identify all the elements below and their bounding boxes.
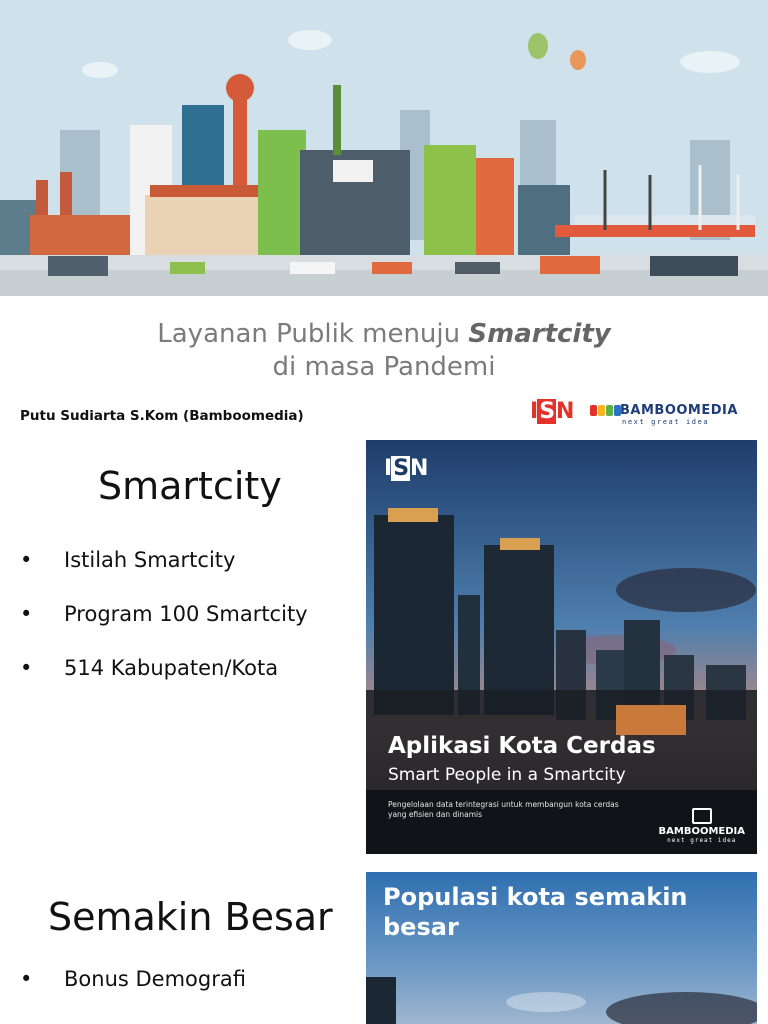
- smartcity-bullet-list: [20, 545, 308, 707]
- semakin-besar-bullet-list: [20, 964, 246, 1018]
- cover-bamboomedia-logo: BAMBOOMEDIA next great idea: [659, 808, 745, 844]
- cover-subtitle: Smart People in a Smartcity: [388, 765, 626, 785]
- cover2-title: Populasi kota semakin besar: [383, 883, 688, 941]
- section-title-smartcity: Smartcity: [98, 464, 282, 508]
- page-title: [0, 318, 768, 384]
- cover-description: Pengelolaan data terintegrasi untuk membangun kota cerdas yang efisien dan dinamis: [388, 800, 619, 819]
- list-item: • 514 Kabupaten/Kota: [20, 653, 308, 707]
- title-line-1: Layanan Publik menuju Smartcity: [157, 319, 611, 349]
- bamboomedia-squares-icon: [590, 405, 621, 416]
- list-item: • Program 100 Smartcity: [20, 599, 308, 653]
- bamboomedia-icon: [692, 808, 712, 824]
- list-item: • Bonus Demografi: [20, 964, 246, 1018]
- title-emphasis: Smartcity: [468, 319, 611, 349]
- list-item: • Istilah Smartcity: [20, 545, 308, 599]
- author-name: Putu Sudiarta S.Kom (Bamboomedia): [20, 408, 304, 424]
- cover-title: Aplikasi Kota Cerdas: [388, 733, 656, 759]
- title-line-2: di masa Pandemi: [272, 352, 496, 382]
- cover-isn-logo: ISN: [384, 456, 428, 481]
- section-title-semakin-besar: Semakin Besar: [48, 895, 333, 939]
- smartcity-banner-illustration: [0, 0, 768, 296]
- isn-logo: ISN: [530, 399, 574, 424]
- header-logos: ISN BAMBOOMEDIA next great idea: [530, 399, 738, 426]
- cover-populasi-kota: [366, 872, 757, 1024]
- book-cover-aplikasi-kota-cerdas: [366, 440, 757, 854]
